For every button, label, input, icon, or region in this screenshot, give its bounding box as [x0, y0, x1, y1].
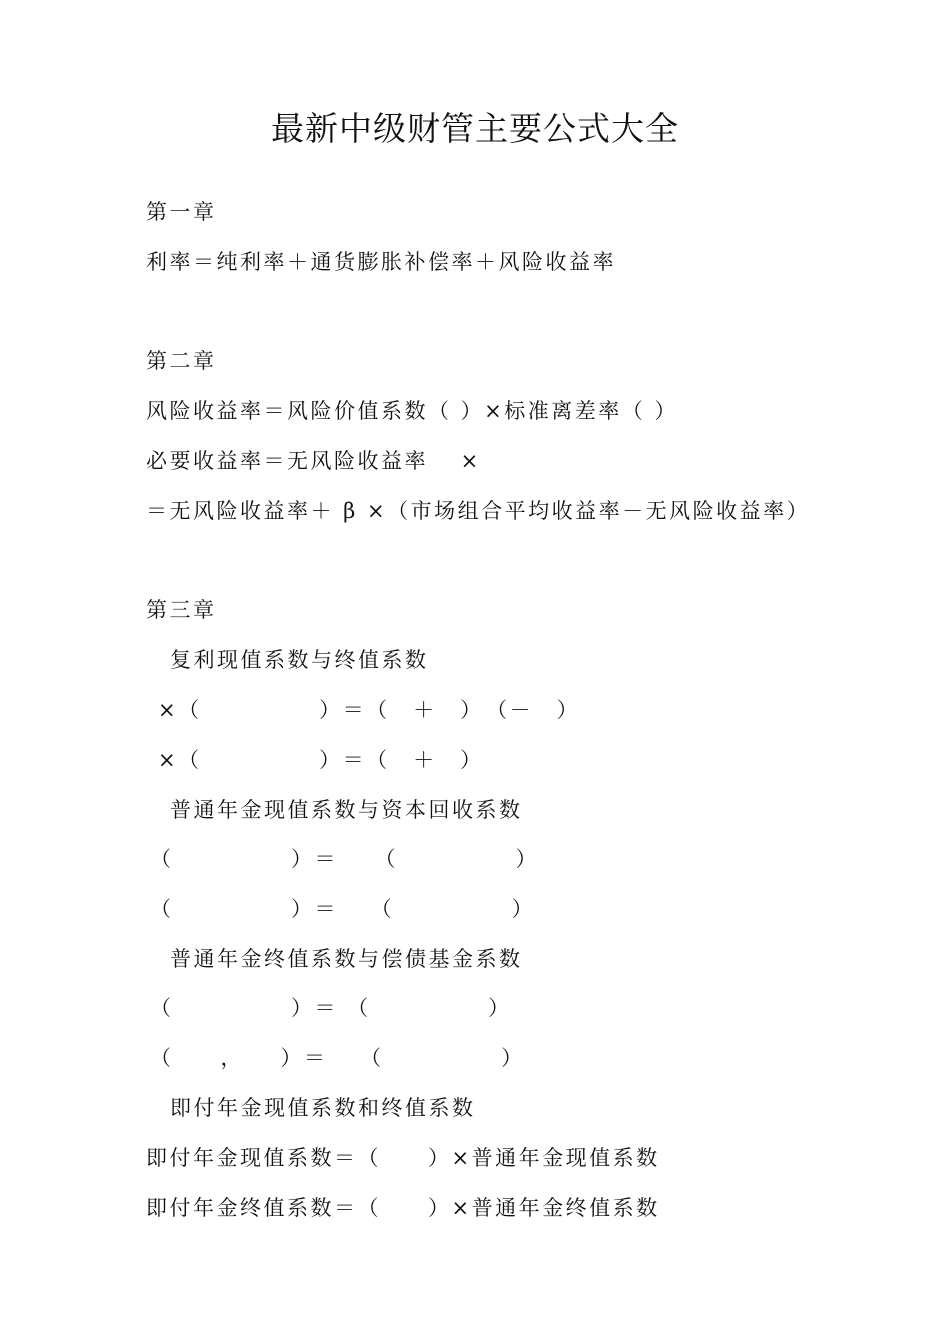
formula-compound-future-value: ×（ ）＝（ ＋ ）: [158, 748, 484, 772]
formula-compound-present-value: ×（ ）＝（ ＋ ） （－ ）: [158, 698, 581, 722]
chapter-1-heading: 第一章: [146, 200, 217, 224]
formula-risk-return-rate: 风险收益率＝风险价值系数（ ）×标准离差率（ ）: [146, 399, 678, 423]
formula-capm: ＝无风险收益率＋ β ×（市场组合平均收益率－无风险收益率）: [146, 499, 811, 523]
section-annuity-present-title: 普通年金现值系数与资本回收系数: [170, 798, 523, 822]
formula-interest-rate: 利率＝纯利率＋通货膨胀补偿率＋风险收益率: [146, 250, 616, 274]
formula-capital-recovery: （ ）＝ （ ）: [150, 897, 536, 921]
formula-required-return-rate: 必要收益率＝无风险收益率 ×: [146, 449, 481, 473]
formula-annuity-due-future: 即付年金终值系数＝（ ）×普通年金终值系数: [146, 1196, 660, 1220]
chapter-2-heading: 第二章: [146, 349, 217, 373]
section-compound-factors-title: 复利现值系数与终值系数: [170, 648, 429, 672]
section-annuity-due-title: 即付年金现值系数和终值系数: [170, 1096, 476, 1120]
section-annuity-future-title: 普通年金终值系数与偿债基金系数: [170, 947, 523, 971]
formula-annuity-present-value: （ ）＝ （ ）: [150, 847, 539, 871]
chapter-3-heading: 第三章: [146, 598, 217, 622]
formula-annuity-due-present: 即付年金现值系数＝（ ）×普通年金现值系数: [146, 1146, 660, 1170]
formula-annuity-future-value: （ ）＝ （ ）: [150, 996, 512, 1020]
document-title: 最新中级财管主要公式大全: [271, 109, 679, 148]
formula-sinking-fund: （ ， ）＝ （ ）: [150, 1046, 525, 1070]
